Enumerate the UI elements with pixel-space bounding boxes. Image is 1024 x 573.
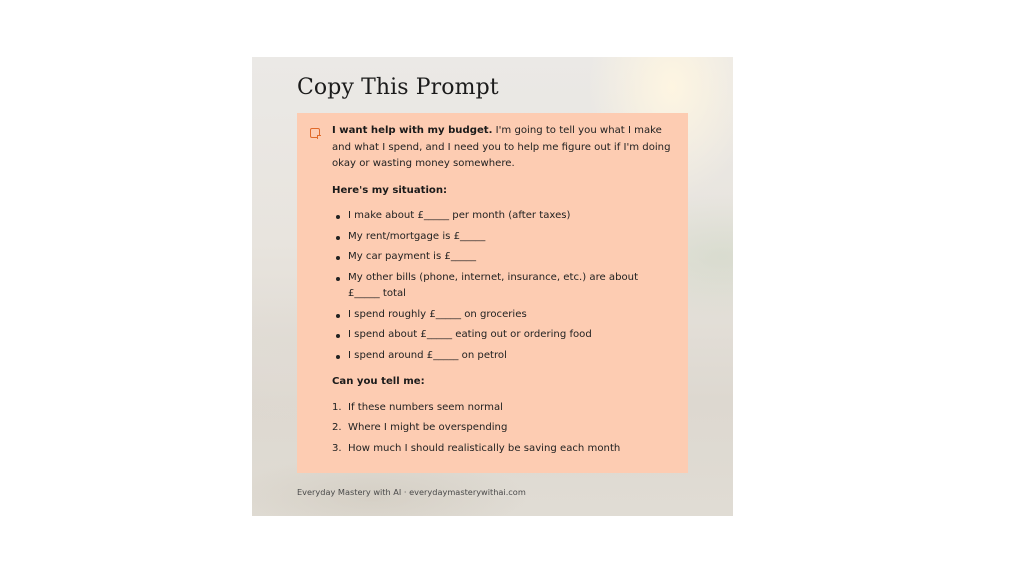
- questions-list: [332, 400, 672, 458]
- list-number: 3.: [332, 442, 342, 454]
- list-item: I make about £_____ per month (after taxes): [332, 208, 672, 225]
- list-item: I spend about £_____ eating out or ordering food: [332, 327, 672, 344]
- list-text: If these numbers seem normal: [348, 401, 503, 413]
- list-text: How much I should realistically be saving each month: [348, 442, 621, 454]
- note-icon: [310, 128, 320, 138]
- intro-text: I'm going to tell you what I make and what I spend, and I need you to help me figure out if I'm doing okay or wasting money somewhere.: [332, 125, 671, 169]
- list-item: My rent/mortgage is £_____: [332, 229, 672, 246]
- list-item: [332, 420, 672, 437]
- prompt-card: [252, 57, 733, 516]
- list-item: My car payment is £_____: [332, 249, 672, 266]
- page-title: Copy This Prompt: [297, 75, 499, 100]
- prompt-intro: [332, 123, 672, 173]
- intro-bold: I want help with my budget.: [332, 125, 493, 136]
- list-text: Where I might be overspending: [348, 422, 508, 433]
- situation-heading: Here's my situation:: [332, 184, 448, 196]
- situation-list: [332, 208, 672, 364]
- list-item: I spend around £_____ on petrol: [332, 348, 672, 365]
- list-number: 2.: [332, 422, 342, 433]
- list-item: I spend roughly £_____ on groceries: [332, 307, 672, 324]
- list-item: My other bills (phone, internet, insurance, etc.) are about £_____ total: [332, 270, 672, 303]
- footer-credit: Everyday Mastery with AI · everydaymasterywithai.com: [297, 487, 526, 497]
- list-item: [332, 441, 672, 458]
- list-number: 1.: [332, 401, 342, 413]
- prompt-box[interactable]: [297, 113, 688, 473]
- questions-heading: Can you tell me:: [332, 376, 425, 387]
- prompt-content: [332, 123, 672, 461]
- list-item: [332, 400, 672, 417]
